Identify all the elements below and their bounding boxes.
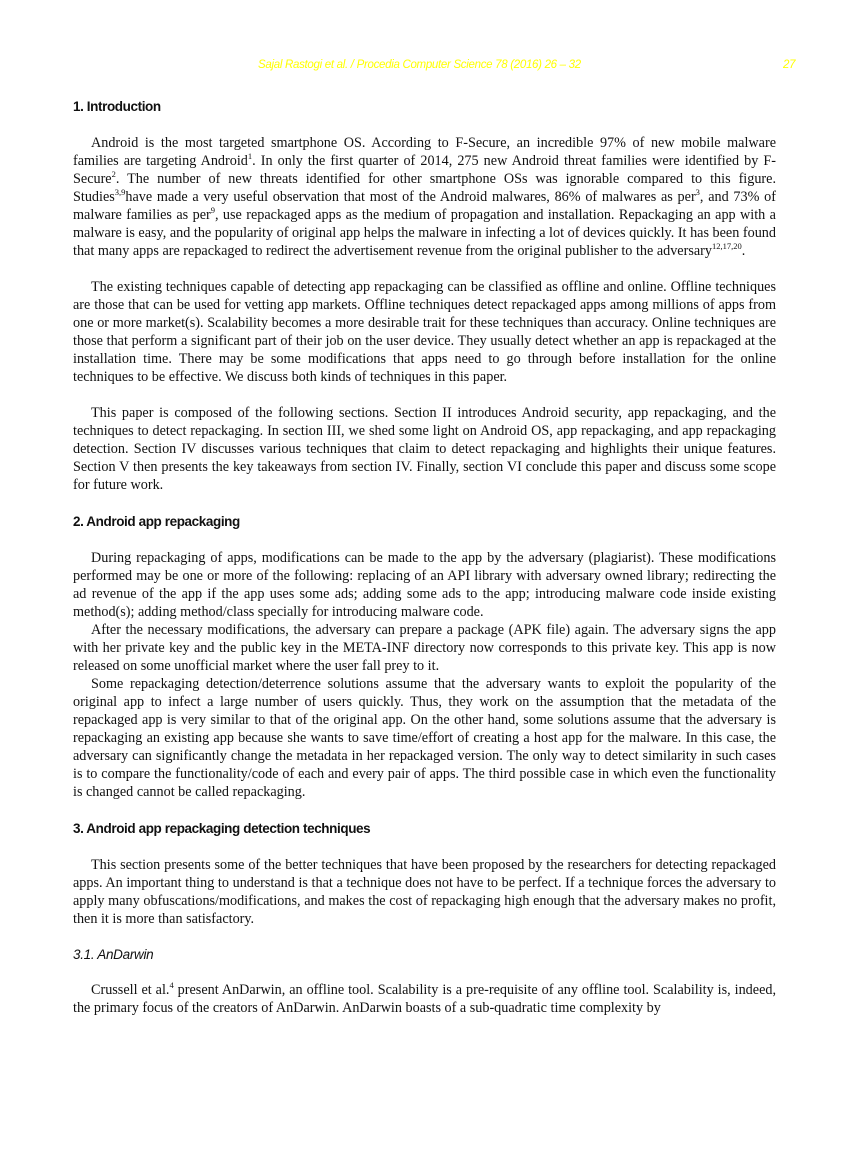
subsection-heading-andarwin: 3.1. AnDarwin [73,947,154,962]
paragraph: Crussell et al.$^4$ present AnDarwin, an offline tool. Scalability is a pre-requisite of any offline tool. Scalability is, indeed, the primary focus of the creators of AnDarwin. AnDarwin boasts of a sub-quadratic time complexity by [73,980,777,1016]
paragraph: This paper is composed of the following sections. Section II introduces Android security, app repackaging, and the techniques to detect repackaging. In section III, we shed some light on Android OS, app repackaging, and app repackaging detection. Section IV discusses various techniques that claim to detect repackaging and highlights their unique features. Section V then presents the key takeaways from section IV. Finally, section VI conclude this paper and discuss some scope for future work. [73,405,776,493]
running-title: Sajal Rastogi et al. / Procedia Computer Science 78 (2016) 26 – 32 [258,59,581,71]
paragraph: During repackaging of apps, modifications can be made to the app by the adversary (plagiarist). These modifications performed may be one or more of the following: replacing of an API library with adversary owned library; redirecting the ad revenue of the app if the app uses some ads; adding some ads to the app; introducing malware code inside existing method(s); adding method/class specially for introducing malware code. [73,550,776,620]
citation-reference: 1 [247,151,253,161]
citation-reference: 12,17,20 [711,241,742,251]
paragraph: Android is the most targeted smartphone OS. According to F-Secure, an incredible 97% of new mobile malware families are targeting Android$^1$. In only the first quarter of 2014, 275 new Android threat families were identified by F-Secure$^2$. The number of new threats identified for other smartphone OSs was ignorable compared to this figure. Studies$^{3,9}$have made a very useful observation that most of the Android malwares, 86% of malwares as per$^3$, and 73% of malware families as per$^9$, use repackaged apps as the medium of propagation and installation. Repackaging an app with a malware is easy, and the popularity of original app helps the malware in infecting a lot of devices quickly. It has been found that many apps are repackaged to redirect the advertisement revenue from the original publisher to the adversary$^{12,17,20}$. [73,135,776,259]
citation-reference: 3 [695,187,700,197]
citation-reference: 4 [169,980,174,990]
section-heading-detection-techniques: 3. Android app repackaging detection techniques [73,821,371,836]
paragraph: This section presents some of the better techniques that have been proposed by the researchers for detecting repackaged apps. An important thing to understand is that a technique does not have to be perfect. If a technique forces the adversary to apply many obfuscations/modifications, and makes the cost of repackaging high enough that the adversary makes no profit, then it is more than satisfactory. [73,857,776,927]
section-heading-android-app-repackaging: 2. Android app repackaging [73,514,240,529]
section-heading-introduction: 1. Introduction [73,99,161,114]
page-number: 27 [783,59,796,71]
citation-reference: 2 [111,169,116,179]
paragraph: Some repackaging detection/deterrence solutions assume that the adversary wants to exploit the popularity of the original app to infect a large number of users quickly. Thus, they work on the assumption that the metadata of the repackaged app is very similar to that of the original app. On the other hand, some solutions assume that the adversary is repackaging an existing app because she wants to save time/effort of creating a host app for the malware. In this case, the adversary can significantly change the metadata in her repackaged version. The only way to detect similarity in such cases is to compare the functionality/code of each and every pair of apps. The third possible case in which even the functionality is changed cannot be called repackaging. [73,676,776,800]
citation-reference: 3,9 [114,187,126,197]
paragraph: The existing techniques capable of detecting app repackaging can be classified as offline and online. Offline techniques are those that can be used for vetting app markets. Offline techniques detect repackaged apps among millions of apps from one or more market(s). Scalability becomes a more desirable trait for these techniques than accuracy. Online techniques are those that perform a significant part of their job on the user device. They usually detect whether an app is repackaged at the installation time. There may be some modifications that apps need to go through before installation for the online techniques to be effective. We discuss both kinds of techniques in this paper. [73,279,776,385]
paragraph: After the necessary modifications, the adversary can prepare a package (APK file) again. The adversary signs the app with her private key and the public key in the META-INF directory now corresponds to this private key. This app is now released on some unofficial market where the user fall prey to it. [73,622,776,674]
running-header [0,59,846,73]
citation-reference: 9 [210,205,215,215]
